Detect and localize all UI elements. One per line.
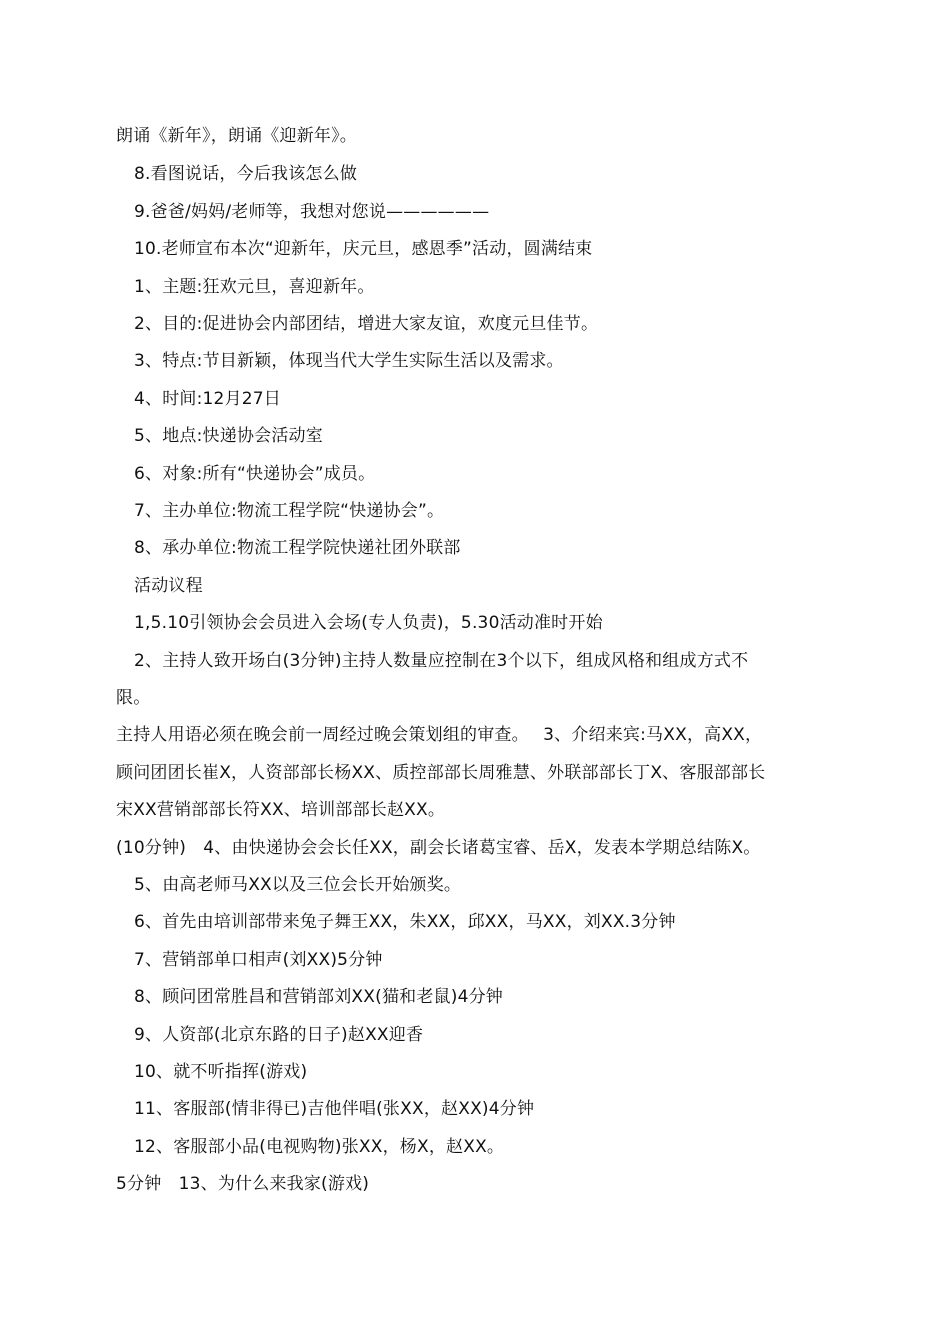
text-line: 7、营销部单口相声(刘XX)5分钟 (134, 950, 383, 970)
text-line: 5、地点:快递协会活动室 (134, 426, 323, 446)
text-line: 5、由高老师马XX以及三位会长开始颁奖。 (134, 875, 462, 895)
text-line: 1、主题:狂欢元旦，喜迎新年。 (134, 277, 375, 297)
text-line: 6、首先由培训部带来兔子舞王XX，朱XX，邱XX，马XX，刘XX.3分钟 (134, 912, 676, 932)
text-line: 7、主办单位:物流工程学院“快递协会”。 (134, 501, 445, 521)
text-line: 1,5.10引领协会会员进入会场(专人负责)，5.30活动准时开始 (134, 613, 603, 633)
text-line: 11、客服部(情非得已)吉他伴唱(张XX，赵XX)4分钟 (134, 1099, 535, 1119)
text-line: 限。 (116, 688, 151, 708)
text-line: 宋XX营销部部长符XX、培训部部长赵XX。 (116, 800, 446, 820)
text-line: 10、就不听指挥(游戏) (134, 1062, 308, 1082)
text-line: 4、时间:12月27日 (134, 389, 282, 409)
text-line: 9.爸爸/妈妈/老师等，我想对您说—————— (134, 202, 490, 222)
text-line: 3、特点:节目新颖，体现当代大学生实际生活以及需求。 (134, 351, 564, 371)
text-line: 朗诵《新年》，朗诵《迎新年》。 (116, 126, 357, 146)
text-line: 5分钟 13、为什么来我家(游戏) (116, 1174, 370, 1194)
text-line: 8.看图说话，今后我该怎么做 (134, 164, 358, 184)
text-line: 2、主持人致开场白(3分钟)主持人数量应控制在3个以下，组成风格和组成方式不 (134, 651, 749, 671)
text-line: 主持人用语必须在晚会前一周经过晚会策划组的审查。 3、介绍来宾:马XX，高XX， (116, 725, 763, 745)
text-line: 12、客服部小品(电视购物)张XX，杨X，赵XX。 (134, 1137, 505, 1157)
text-line: 8、承办单位:物流工程学院快递社团外联部 (134, 538, 461, 558)
text-line: 顾问团团长崔X，人资部部长杨XX、质控部部长周雅慧、外联部部长丁X、客服部部长 (116, 763, 766, 783)
text-line: 2、目的:促进协会内部团结，增进大家友谊，欢度元旦佳节。 (134, 314, 599, 334)
section-heading: 活动议程 (134, 576, 203, 596)
text-line: (10分钟) 4、由快递协会会长任XX，副会长诸葛宝睿、岳X，发表本学期总结陈X。 (116, 838, 761, 858)
text-line: 8、顾问团常胜昌和营销部刘XX(猫和老鼠)4分钟 (134, 987, 503, 1007)
text-line: 9、人资部(北京东路的日子)赵XX迎香 (134, 1025, 424, 1045)
text-line: 6、对象:所有“快递协会”成员。 (134, 464, 376, 484)
text-line: 10.老师宣布本次“迎新年，庆元旦，感恩季”活动，圆满结束 (134, 239, 593, 259)
